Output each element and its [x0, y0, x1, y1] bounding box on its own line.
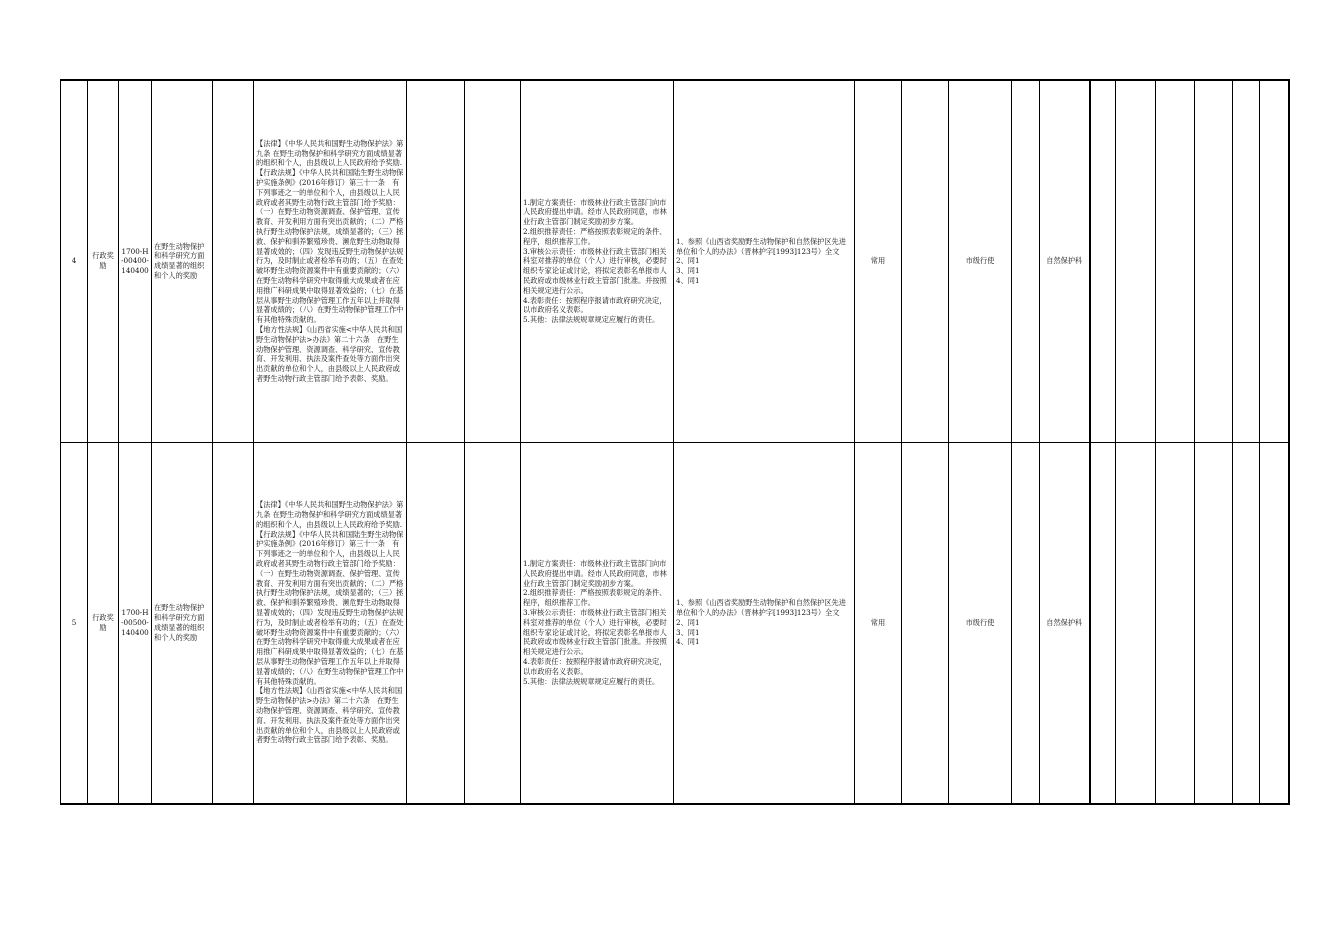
responsibility-item: 3.审核公示责任：市级林业行政主管部门相关科室对推荐的单位（个人）进行审核，必要时组织专家论证或讨论，将拟定表彰名单报市人民政府或市级林业行政主管部门批准。并按照相关规定进行公示。: [523, 608, 667, 657]
responsibility-basis-item: 1、参照《山西省奖励野生动物保护和自然保护区先进单位和个人的办法》（晋林护字[1993]123号）全文: [676, 598, 846, 618]
empty-cell: [465, 80, 521, 442]
frequency-cell: 常用: [855, 80, 902, 442]
exercise-level-cell: 市级行使: [949, 442, 1012, 804]
item-name-cell: 在野生动物保护和科学研究方面成绩显著的组织和个人的奖励: [152, 442, 213, 804]
responsibility-basis-cell: [674, 442, 855, 804]
empty-cell: [1233, 80, 1260, 442]
category-cell: 行政奖励: [88, 442, 119, 804]
responsibility-item: 4.表彰责任：按照程序报请市政府研究决定，以市政府名义表彰。: [523, 657, 667, 676]
empty-cell: [1012, 442, 1040, 804]
empty-cell: [407, 442, 465, 804]
code-cell: 1700-H-00400-140400: [119, 80, 152, 442]
frequency-cell: 常用: [855, 442, 902, 804]
empty-cell: [1012, 80, 1040, 442]
legal-basis-cell: [254, 442, 407, 804]
empty-cell: [1090, 442, 1116, 804]
empty-cell: [1116, 80, 1156, 442]
empty-cell: [1116, 442, 1156, 804]
empty-cell: [1156, 442, 1195, 804]
empty-cell: [1260, 80, 1289, 442]
empty-cell: [1090, 80, 1116, 442]
empty-cell: [1260, 442, 1289, 804]
department-cell: 自然保护科: [1040, 80, 1090, 442]
legal-basis-local-regulation: 【地方性法规】《山西省实施<中华人民共和国野生动物保护法>办法》第二十六条 在野生动物保护管理、资源调查、科学研究、宣传教育、开发利用、执法及案件查处等方面作出突出贡献的单位和个人，由县级以上人民政府或者野生动物行政主管部门给予表彰、奖励。: [256, 686, 403, 745]
sub-item-cell: [213, 442, 254, 804]
responsibility-basis-item: 3、同1: [676, 627, 700, 637]
category-cell: 行政奖励: [88, 80, 119, 442]
responsibility-item: 2.组织推荐责任：严格按照表彰规定的条件、程序，组织推荐工作。: [523, 226, 667, 246]
empty-cell: [407, 80, 465, 442]
legal-basis-law: 【法律】《中华人民共和国野生动物保护法》第九条 在野生动物保护和科学研究方面成绩显著的组织和个人，由县级以上人民政府给予奖励.: [256, 138, 404, 168]
responsibility-item: 5.其他：法律法规规章规定应履行的责任。: [523, 315, 660, 325]
table-row: [61, 442, 1289, 804]
legal-basis-regulation: 【行政法规】《中华人民共和国陆生野生动物保护实施条例》(2016年修订）第三十一条 有下列事迹之一的单位和个人，由县级以上人民政府或者其野生动物行政主管部门给予奖励：（一）在野生动物资源调查、保护管理、宣传教育、开发利用方面有突出贡献的；（二）严格执行野生动物保护法规，成绩显著的；（三）拯救、保护和驯养繁殖珍贵、濒危野生动物取得显著成效的；（四）发现违反野生动物保护法规行为，及时制止或者检举有功的；（五）在查处破坏野生动物资源案件中有重要贡献的；（六）在野生动物科学研究中取得重大成果或者在应用推广科研成果中取得显著效益的；（七）在基层从事野生动物保护管理工作五年以上并取得显著成绩的；（八）在野生动物保护管理工作中有其他特殊贡献的。: [256, 168, 404, 325]
responsibility-basis-item: 1、参照《山西省奖励野生动物保护和自然保护区先进单位和个人的办法》（晋林护字[1993]123号）全文: [676, 236, 846, 256]
responsibility-basis-item: 2、同1: [676, 617, 700, 627]
table-row: [61, 80, 1289, 442]
legal-basis-cell: [254, 80, 407, 442]
empty-cell: [902, 80, 949, 442]
empty-cell: [465, 442, 521, 804]
responsibility-basis-item: 3、同1: [676, 266, 700, 276]
legal-basis-law: 【法律】《中华人民共和国野生动物保护法》第九条 在野生动物保护和科学研究方面成绩显著的组织和个人，由县级以上人民政府给予奖励.: [256, 500, 404, 529]
exercise-level-cell: 市级行使: [949, 80, 1012, 442]
responsibility-item: 3.审核公示责任：市级林业行政主管部门相关科室对推荐的单位（个人）进行审核，必要时组织专家论证或讨论，将拟定表彰名单报市人民政府或市级林业行政主管部门批准。并按照相关规定进行公示。: [523, 246, 667, 295]
responsibility-cell: [521, 442, 674, 804]
responsibility-item: 1.制定方案责任：市级林业行政主管部门向市人民政府提出申请。经市人民政府同意，市林业行政主管部门制定奖励初步方案。: [523, 197, 667, 227]
power-list-table: [60, 79, 1290, 805]
department-cell: 自然保护科: [1040, 442, 1090, 804]
responsibility-basis-item: 4、同1: [676, 275, 700, 285]
legal-basis-regulation: 【行政法规】《中华人民共和国陆生野生动物保护实施条例》(2016年修订）第三十一条 有下列事迹之一的单位和个人，由县级以上人民政府或者其野生动物行政主管部门给予奖励：（一）在野生动物资源调查、保护管理、宣传教育、开发利用方面有突出贡献的；（二）严格执行野生动物保护法规，成绩显著的；（三）拯救、保护和驯养繁殖珍贵、濒危野生动物取得显著成效的；（四）发现违反野生动物保护法规行为，及时制止或者检举有功的；（五）在查处破坏野生动物资源案件中有重要贡献的；（六）在野生动物科学研究中取得重大成果或者在应用推广科研成果中取得显著效益的；（七）在基层从事野生动物保护管理工作五年以上并取得显著成绩的；（八）在野生动物保护管理工作中有其他特殊贡献的。: [256, 529, 404, 686]
seq-cell: 4: [61, 80, 88, 442]
responsibility-cell: [521, 80, 674, 442]
empty-cell: [1195, 80, 1233, 442]
empty-cell: [902, 442, 949, 804]
sub-item-cell: [213, 80, 254, 442]
responsibility-item: 4.表彰责任：按照程序报请市政府研究决定，以市政府名义表彰。: [523, 295, 667, 315]
seq-cell: 5: [61, 442, 88, 804]
empty-cell: [1233, 442, 1260, 804]
empty-cell: [1156, 80, 1195, 442]
responsibility-basis-item: 2、同1: [676, 256, 700, 266]
legal-basis-local-regulation: 【地方性法规】《山西省实施<中华人民共和国野生动物保护法>办法》第二十六条 在野生动物保护管理、资源调查、科学研究、宣传教育、开发利用、执法及案件查处等方面作出突出贡献的单位和个人，由县级以上人民政府或者野生动物行政主管部门给予表彰、奖励。: [256, 324, 403, 383]
item-name-cell: 在野生动物保护和科学研究方面成绩显著的组织和个人的奖励: [152, 80, 213, 442]
responsibility-basis-cell: [674, 80, 855, 442]
responsibility-item: 2.组织推荐责任：严格按照表彰规定的条件、程序，组织推荐工作。: [523, 588, 667, 608]
empty-cell: [1195, 442, 1233, 804]
responsibility-item: 5.其他：法律法规规章规定应履行的责任。: [523, 676, 660, 686]
code-cell: 1700-H-00500-140400: [119, 442, 152, 804]
responsibility-item: 1.制定方案责任：市级林业行政主管部门向市人民政府提出申请。经市人民政府同意，市林业行政主管部门制定奖励初步方案。: [523, 559, 667, 588]
responsibility-basis-item: 4、同1: [676, 637, 700, 647]
